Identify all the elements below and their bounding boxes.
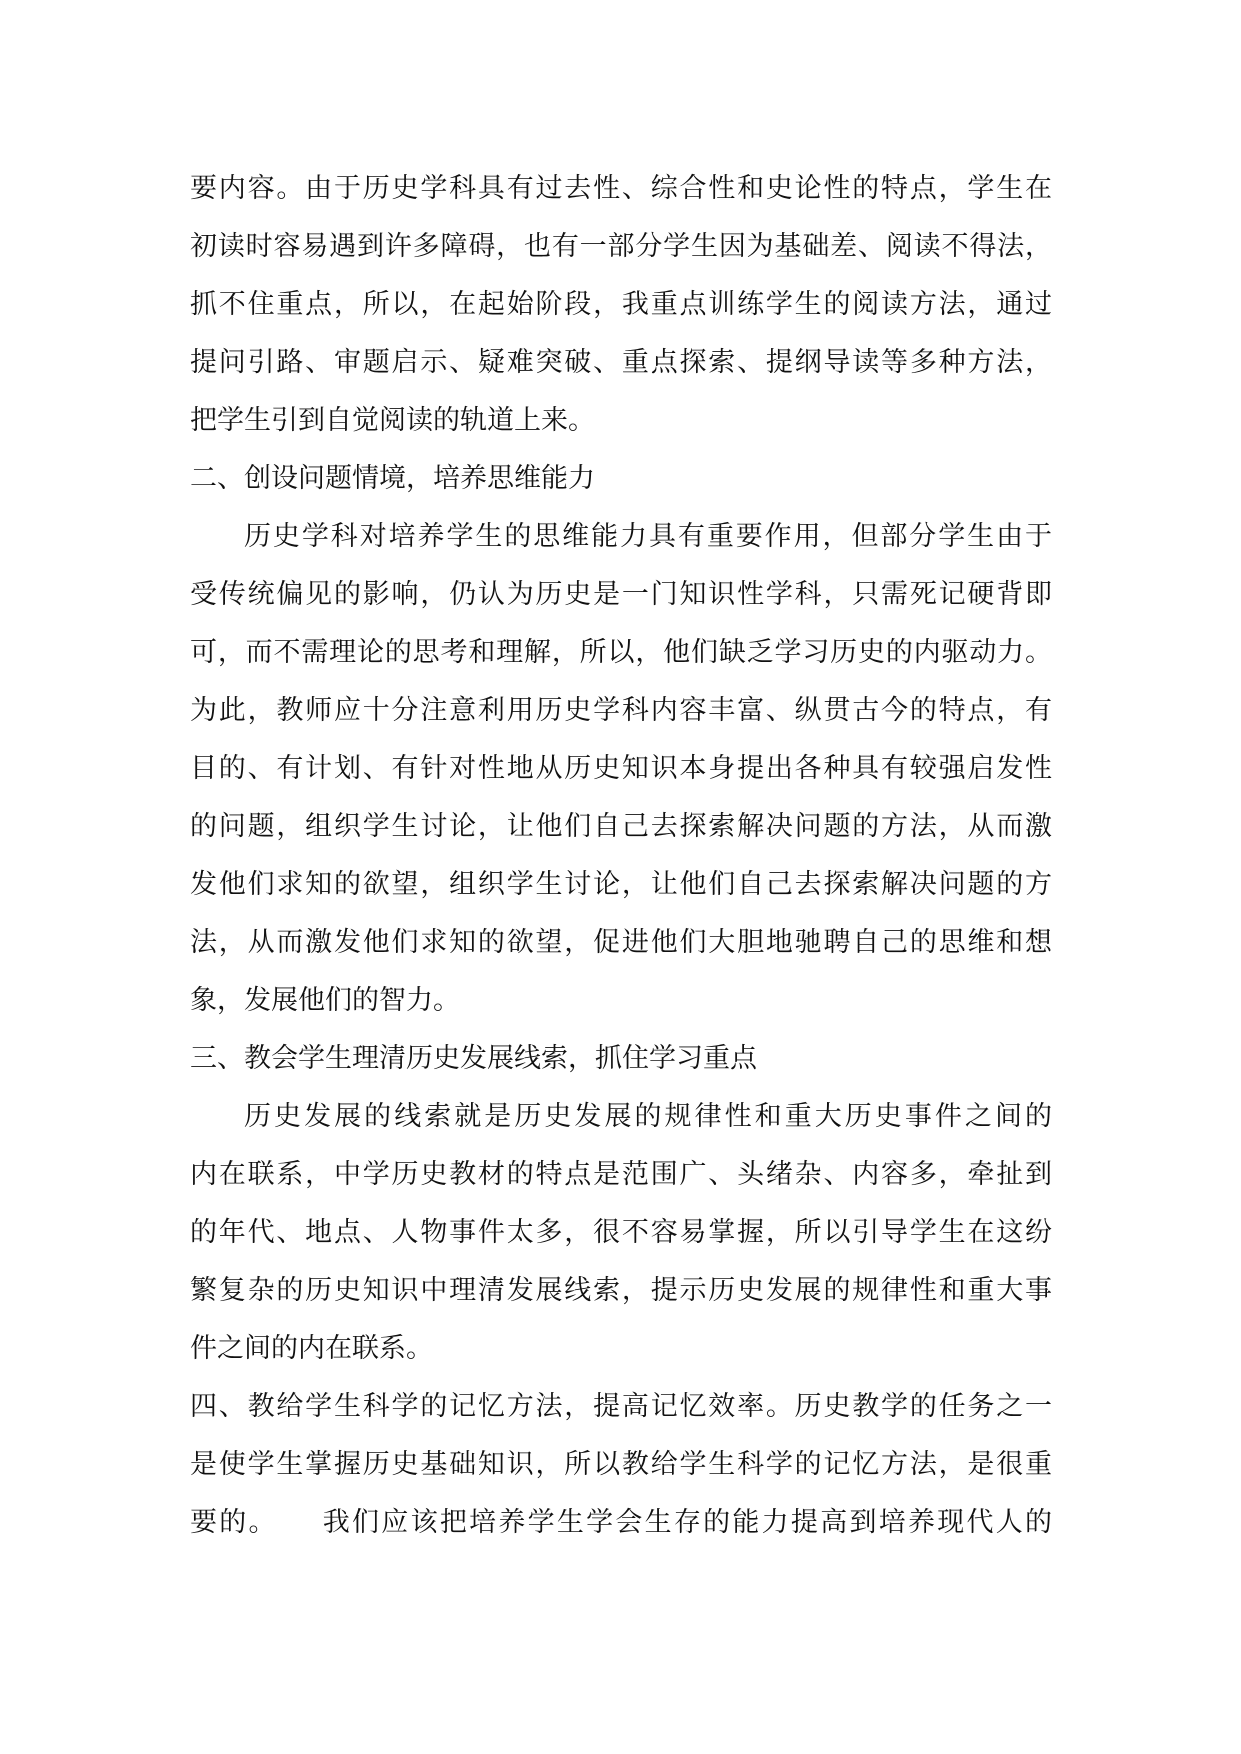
text-line: 抓不住重点，所以，在起始阶段，我重点训练学生的阅读方法，通过 [190, 289, 1052, 320]
text-line: 要的。 我们应该把培养学生学会生存的能力提高到培养现代人的 [190, 1507, 1052, 1538]
text-line: 象，发展他们的智力。 [190, 985, 460, 1016]
text-line: 可，而不需理论的思考和理解，所以，他们缺乏学习历史的内驱动力。 [190, 637, 1052, 668]
text-line: 为此，教师应十分注意利用历史学科内容丰富、纵贯古今的特点，有 [190, 695, 1052, 726]
text-line: 要内容。由于历史学科具有过去性、综合性和史论性的特点，学生在 [190, 173, 1052, 204]
text-line: 提问引路、审题启示、疑难突破、重点探索、提纲导读等多种方法， [190, 347, 1052, 378]
text-line: 法，从而激发他们求知的欲望，促进他们大胆地驰聘自己的思维和想 [190, 927, 1052, 958]
section-heading: 二、创设问题情境，培养思维能力 [190, 463, 595, 494]
text-line: 目的、有计划、有针对性地从历史知识本身提出各种具有较强启发性 [190, 753, 1052, 784]
section-heading: 三、教会学生理清历史发展线索，抓住学习重点 [190, 1043, 757, 1074]
text-line: 繁复杂的历史知识中理清发展线索，提示历史发展的规律性和重大事 [190, 1275, 1052, 1306]
text-line: 是使学生掌握历史基础知识，所以教给学生科学的记忆方法，是很重 [190, 1449, 1052, 1480]
text-line: 历史发展的线索就是历史发展的规律性和重大历史事件之间的 [244, 1101, 1052, 1132]
section-heading: 四、教给学生科学的记忆方法，提高记忆效率。历史教学的任务之一 [190, 1391, 1052, 1422]
text-line: 历史学科对培养学生的思维能力具有重要作用，但部分学生由于 [244, 521, 1052, 552]
text-line: 内在联系，中学历史教材的特点是范围广、头绪杂、内容多，牵扯到 [190, 1159, 1052, 1190]
text-line: 的年代、地点、人物事件太多，很不容易掌握，所以引导学生在这纷 [190, 1217, 1052, 1248]
text-line: 受传统偏见的影响，仍认为历史是一门知识性学科，只需死记硬背即 [190, 579, 1052, 610]
body-text [190, 160, 1052, 1552]
text-line: 件之间的内在联系。 [190, 1333, 433, 1364]
text-line: 初读时容易遇到许多障碍，也有一部分学生因为基础差、阅读不得法， [190, 231, 1052, 262]
text-line: 把学生引到自觉阅读的轨道上来。 [190, 405, 595, 436]
text-line: 的问题，组织学生讨论，让他们自己去探索解决问题的方法，从而激 [190, 811, 1052, 842]
text-line: 发他们求知的欲望，组织学生讨论，让他们自己去探索解决问题的方 [190, 869, 1052, 900]
